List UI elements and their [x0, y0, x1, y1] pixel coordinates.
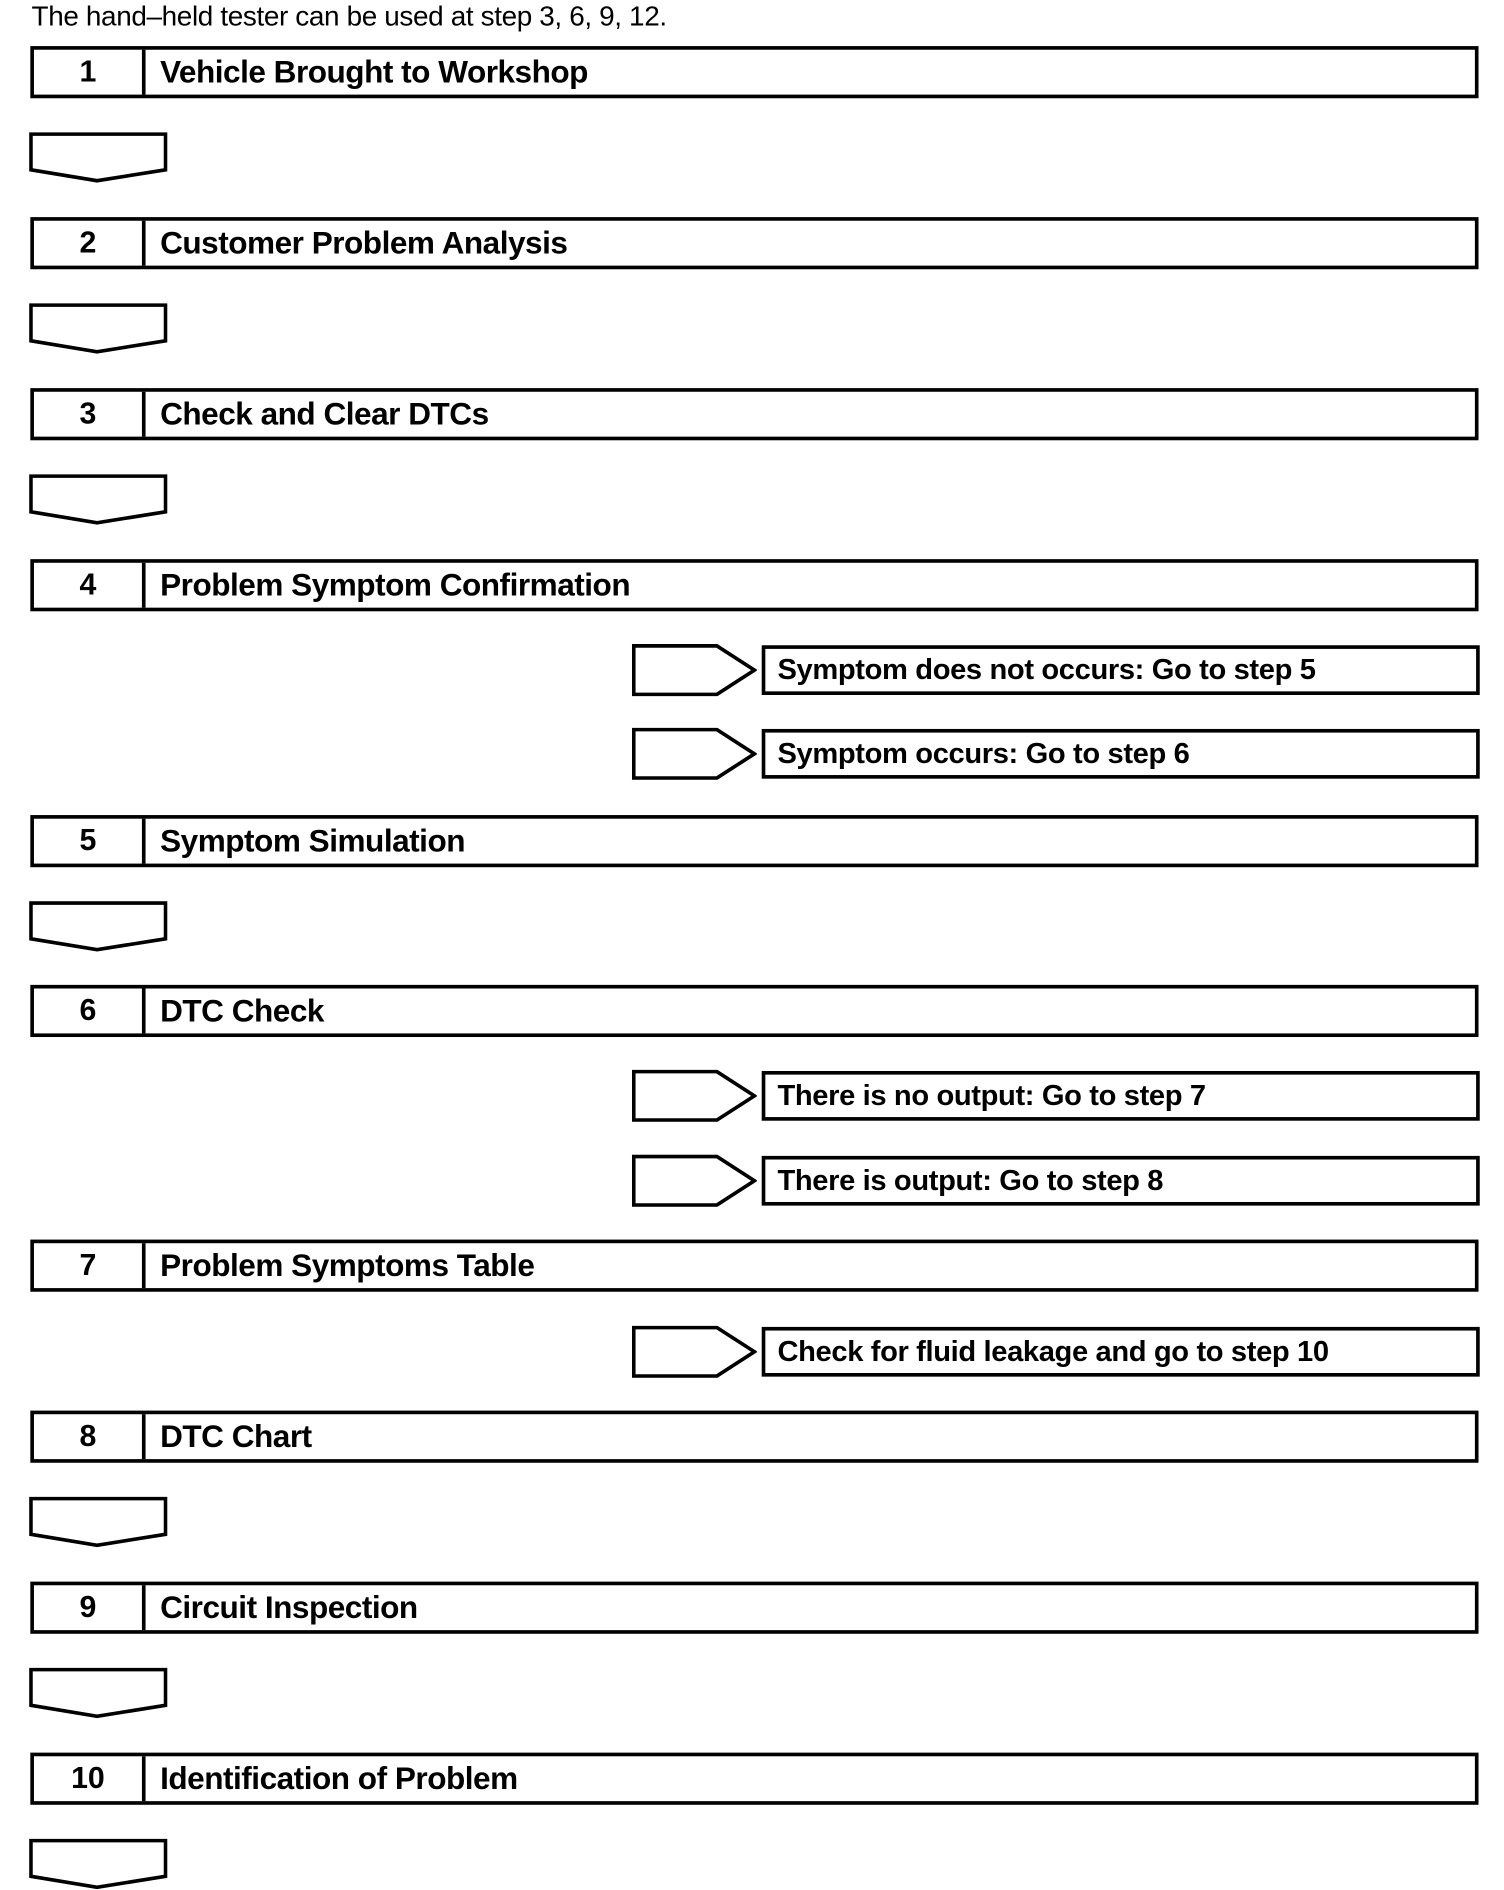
branch-label: Symptom occurs: Go to step 6: [777, 737, 1190, 771]
step-number: 8: [34, 1414, 146, 1459]
step-number: 10: [34, 1756, 146, 1801]
down-arrow-icon: [29, 132, 167, 183]
branch-label: Check for fluid leakage and go to step 10: [777, 1335, 1329, 1369]
hand-held-tester-note: The hand–held tester can be used at step 3, 6, 9, 12.: [31, 0, 667, 32]
step-4: [30, 559, 1478, 611]
down-arrow-icon: [29, 1839, 167, 1890]
right-arrow-icon: [632, 1326, 757, 1378]
branch-condition: [762, 1071, 1480, 1121]
step-number: 6: [34, 989, 146, 1034]
right-arrow-icon: [632, 1155, 757, 1207]
branch-label: There is no output: Go to step 7: [777, 1079, 1206, 1113]
down-arrow-icon: [29, 901, 167, 952]
step-7: [30, 1240, 1478, 1292]
step-number: 1: [34, 50, 146, 95]
step-label: Vehicle Brought to Workshop: [160, 53, 588, 90]
branch-condition: [762, 729, 1480, 779]
down-arrow-icon: [29, 303, 167, 354]
step-label: Identification of Problem: [160, 1759, 518, 1797]
step-label: Problem Symptom Confirmation: [160, 566, 631, 603]
step-number: 9: [34, 1585, 146, 1630]
branch-condition: [762, 645, 1480, 695]
step-1: [30, 46, 1478, 98]
branch-label: There is output: Go to step 8: [777, 1164, 1164, 1198]
step-label: Check and Clear DTCs: [160, 395, 489, 432]
step-3: [30, 388, 1478, 440]
branch-condition: [762, 1327, 1480, 1377]
step-10: [30, 1753, 1478, 1805]
right-arrow-icon: [632, 728, 757, 780]
step-label: Circuit Inspection: [160, 1588, 418, 1626]
step-label: DTC Check: [160, 992, 324, 1029]
step-number: 2: [34, 221, 146, 266]
step-label: Problem Symptoms Table: [160, 1246, 535, 1284]
step-8: [30, 1411, 1478, 1463]
down-arrow-icon: [29, 474, 167, 525]
branch-condition: [762, 1156, 1480, 1206]
step-number: 4: [34, 563, 146, 608]
step-label: DTC Chart: [160, 1417, 312, 1455]
right-arrow-icon: [632, 644, 757, 696]
down-arrow-icon: [29, 1668, 167, 1719]
branch-label: Symptom does not occurs: Go to step 5: [777, 653, 1316, 687]
step-6: [30, 985, 1478, 1037]
step-number: 3: [34, 392, 146, 437]
right-arrow-icon: [632, 1070, 757, 1122]
step-label: Symptom Simulation: [160, 822, 466, 859]
step-label: Customer Problem Analysis: [160, 224, 568, 261]
step-number: 5: [34, 819, 146, 864]
step-number: 7: [34, 1243, 146, 1288]
step-5: [30, 815, 1478, 867]
down-arrow-icon: [29, 1497, 167, 1548]
step-2: [30, 217, 1478, 269]
step-9: [30, 1582, 1478, 1634]
